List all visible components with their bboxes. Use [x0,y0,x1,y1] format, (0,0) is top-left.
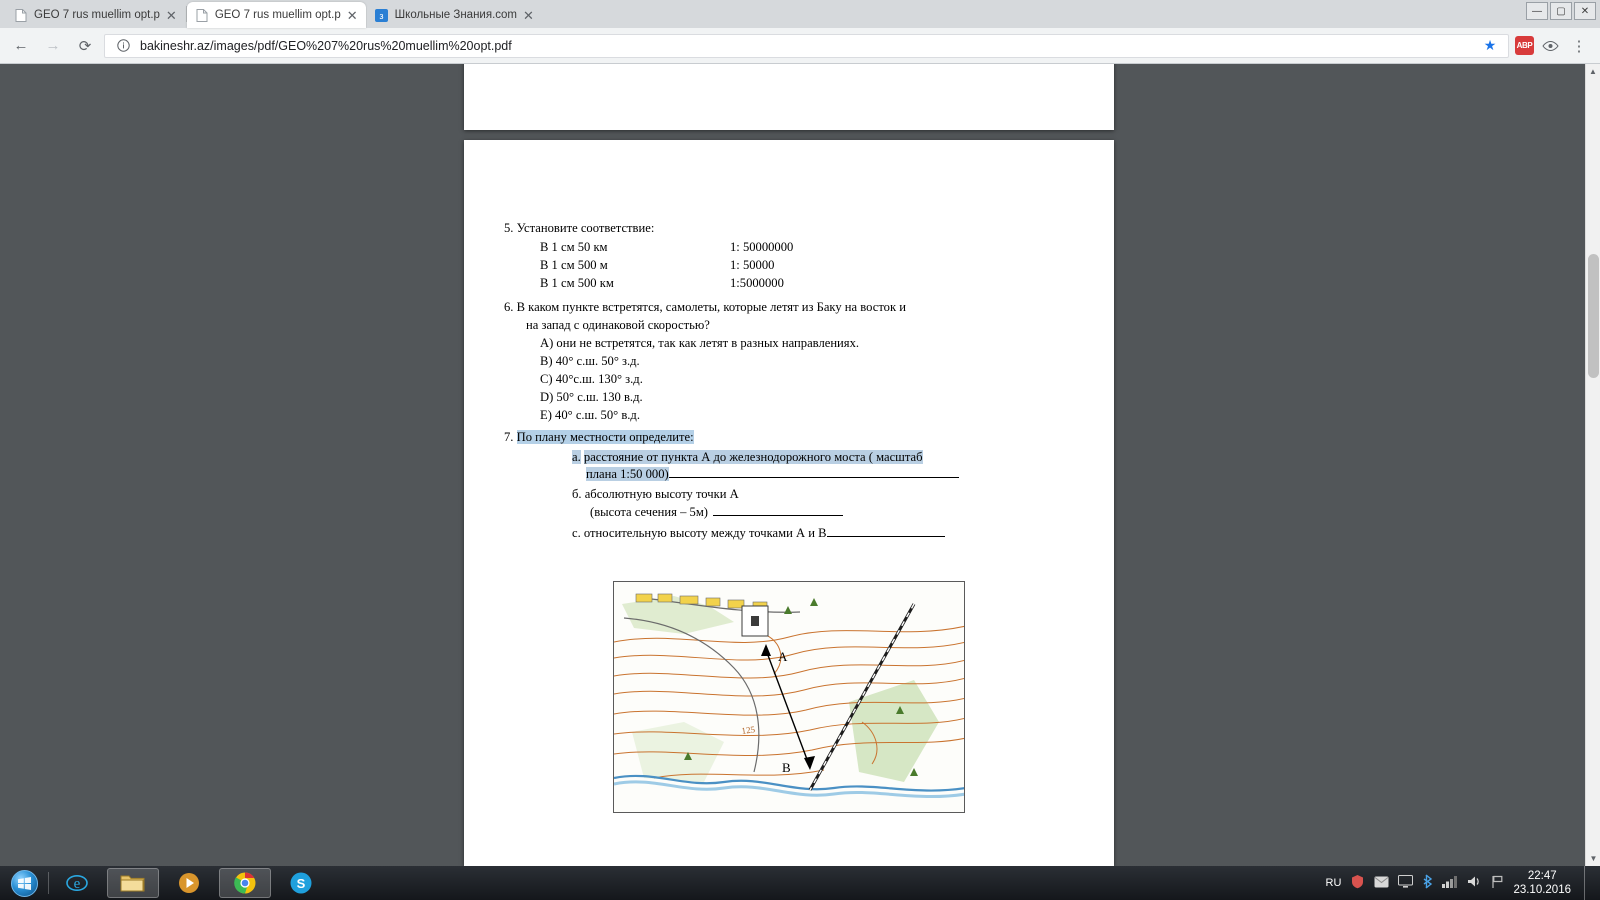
question-7 [504,429,1074,447]
q7-item-a-line2-row [504,466,1074,484]
question-7-number: 7. [504,429,514,444]
q5-pair-0-left: В 1 см 50 км [540,239,608,254]
pdf-page-current [464,140,1114,866]
tab-close-icon[interactable]: ✕ [523,7,534,23]
address-bar[interactable] [104,34,1509,58]
q5-pair-2-left: В 1 см 500 км [540,275,614,290]
q7-item-b-line2: (высота сечения – 5м) [590,505,708,520]
flag-icon[interactable] [1491,875,1504,892]
svg-text:S: S [296,876,306,891]
adblock-extension-icon[interactable]: ABP [1515,36,1534,55]
q7-item-c [504,525,1074,543]
answer-blank-a[interactable] [669,477,959,478]
svg-text:e: e [73,876,81,892]
map-figure-row [504,581,1074,813]
q7-item-a-line2: плана 1:50 000) [586,467,669,482]
message-icon[interactable] [1374,876,1389,891]
tab-2[interactable] [367,2,542,28]
network-icon[interactable] [1442,875,1458,891]
svg-text:125: 125 [740,724,756,736]
map-svg [614,582,965,813]
forward-button[interactable]: → [45,37,61,54]
scrollbar-thumb[interactable] [1588,254,1599,378]
q5-pair-0-right: 1: 50000000 [730,239,794,254]
q6-option-0: А) они не встретятся, так как летят в разных направлениях. [540,336,860,351]
question-6-line2: на запад с одинаковой скоростью? [526,318,710,333]
clock-date: 23.10.2016 [1513,884,1571,896]
page-icon [14,8,28,22]
pdf-page-previous [464,64,1114,130]
kaspersky-icon[interactable] [1350,874,1365,892]
q7-item-b-line1: абсолютную высоту точки А [584,487,739,502]
scroll-down-arrow[interactable]: ▼ [1589,854,1598,863]
answer-blank-c[interactable] [827,536,945,537]
q7-item-c-label: с. [572,526,581,540]
document-content [464,140,1114,813]
window-controls [1526,2,1596,20]
tab-strip [0,0,1600,28]
tab-0[interactable] [6,2,185,28]
tab-close-icon[interactable]: ✕ [346,7,358,23]
znanija-icon [375,8,389,22]
reload-button[interactable]: ⟳ [78,37,92,55]
taskbar-google-chrome[interactable] [219,868,271,898]
taskbar-clock[interactable] [1513,869,1575,898]
q5-pair-1 [504,257,1074,275]
eye-icon[interactable] [1540,36,1560,56]
q5-pair-1-left: В 1 см 500 м [540,257,608,272]
back-button[interactable]: ← [13,37,29,54]
q6-option-3: D) 50° с.ш. 130 в.д. [540,389,643,404]
tab-1[interactable] [187,2,366,28]
taskbar-media-player[interactable] [163,868,215,898]
tab-title: GEO 7 rus muellim opt.p [34,9,160,21]
show-desktop-button[interactable] [1584,866,1592,900]
q6-option-2: С) 40°с.ш. 130° з.д. [540,372,643,386]
taskbar-separator [48,872,49,894]
bookmark-star-icon[interactable]: ★ [1483,37,1497,53]
q7-item-a-label: а. [572,449,581,464]
tab-title: GEO 7 rus muellim opt.p [214,9,341,21]
q7-item-c-line1: относительную высоту между точками А и В [583,526,827,540]
answer-blank-b[interactable] [713,515,843,516]
q5-pair-1-right: 1: 50000 [730,257,775,272]
url-text: bakineshr.az/images/pdf/GEO%207%20rus%20muellim%20opt.pdf [140,38,512,53]
taskbar-file-explorer[interactable] [107,868,159,898]
language-indicator[interactable]: RU [1325,877,1342,889]
map-point-a-label: А [778,648,788,664]
map-point-b-label: В [782,759,791,775]
scroll-up-arrow[interactable]: ▲ [1589,67,1597,76]
tab-close-icon[interactable]: ✕ [165,7,177,23]
windows-taskbar [0,866,1600,900]
minimize-button[interactable]: — [1526,2,1548,20]
bluetooth-icon[interactable] [1422,874,1433,892]
browser-toolbar [0,28,1600,64]
chrome-menu-icon[interactable]: ⋮ [1571,37,1587,55]
topographic-map-figure [613,581,965,813]
clock-time: 22:47 [1527,869,1557,882]
q5-pair-2 [504,275,1074,293]
monitor-icon[interactable] [1398,875,1413,891]
pdf-viewport [0,64,1600,866]
question-7-text: По плану местности определите: [516,429,694,444]
q7-item-b-label: б. [572,487,582,502]
question-5-number: 5. [504,221,514,235]
volume-icon[interactable] [1467,875,1482,891]
question-5 [504,220,1074,238]
pdf-scroll-area [0,64,1600,866]
question-5-text: Установите соответствие: [516,221,655,235]
q7-item-a [504,449,1074,467]
q5-pair-0 [504,239,1074,257]
system-tray [1326,866,1600,900]
q6-option-1: В) 40° с.ш. 50° з.д. [540,354,640,369]
question-6-line1: В каком пункте встретятся, самолеты, которые летят из Баку на восток и [516,299,906,314]
q7-item-a-line1: расстояние от пункта А до железнодорожного моста ( масштаб [583,449,923,464]
tab-title: Школьные Знания.com [394,9,517,21]
vertical-scrollbar[interactable] [1585,64,1600,866]
page-icon [195,8,209,22]
q6-option-4: Е) 40° с.ш. 50° в.д. [540,407,640,422]
start-orb-icon [11,870,38,897]
question-6 [504,299,1074,317]
taskbar-internet-explorer[interactable] [51,868,103,898]
info-circle-icon[interactable] [113,36,133,56]
close-window-button[interactable]: ✕ [1574,2,1596,20]
q5-pair-2-right: 1:5000000 [730,275,784,290]
taskbar-skype[interactable] [275,868,327,898]
question-6-number: 6. [504,299,514,314]
maximize-button[interactable]: ▢ [1550,2,1572,20]
start-button[interactable] [0,866,48,900]
q7-item-b-line2-row [504,504,1074,522]
q7-item-b [504,486,1074,504]
svg-text:з: з [379,10,384,21]
